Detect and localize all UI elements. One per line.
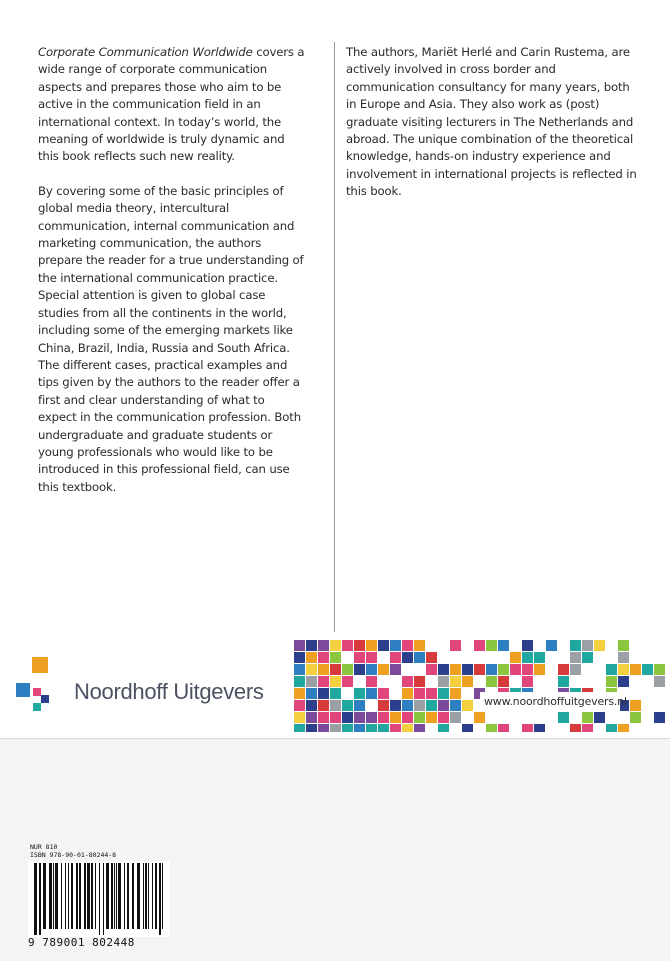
pixel-block — [330, 640, 341, 651]
pixel-block — [294, 724, 305, 732]
pixel-block — [438, 712, 449, 723]
barcode-bar — [79, 863, 81, 929]
pixel-block — [618, 640, 629, 651]
pixel-block — [318, 640, 329, 651]
pixel-block — [390, 652, 401, 663]
pixel-block — [414, 652, 425, 663]
pixel-block — [306, 712, 317, 723]
pixel-block — [426, 664, 437, 675]
barcode-bar — [65, 863, 66, 929]
pixel-block — [366, 712, 377, 723]
barcode-bar — [43, 863, 46, 929]
pixel-block — [606, 676, 617, 687]
pixel-block — [294, 652, 305, 663]
pixel-block — [522, 652, 533, 663]
pixel-block — [366, 688, 377, 699]
pixel-block — [522, 664, 533, 675]
barcode-bar — [111, 863, 113, 929]
pixel-block — [390, 724, 401, 732]
pixel-block — [306, 700, 317, 711]
pixel-block — [534, 652, 545, 663]
pixel-block — [306, 652, 317, 663]
pixel-block — [438, 664, 449, 675]
pixel-block — [366, 676, 377, 687]
pixel-block — [414, 712, 425, 723]
pixel-block — [654, 712, 665, 723]
pixel-block — [618, 724, 629, 732]
intro-text: covers a wide range of corporate communication aspects and prepares those who aim to be active in the communication field in an international context. In today’s world, the meaning of worldwide is truly dynamic and this book reflects such new reality. — [38, 45, 305, 164]
pixel-block — [414, 640, 425, 651]
pixel-block — [534, 664, 545, 675]
pixel-block — [366, 664, 377, 675]
pixel-block — [594, 712, 605, 723]
barcode-bar — [155, 863, 157, 929]
pixel-block — [630, 712, 641, 723]
pixel-block — [306, 664, 317, 675]
barcode-bar — [53, 863, 54, 929]
barcode-labels — [30, 843, 116, 859]
pixel-block — [486, 676, 497, 687]
pixel-block — [354, 712, 365, 723]
barcode-bar — [124, 863, 125, 929]
pixel-block — [378, 640, 389, 651]
barcode-bar — [114, 863, 115, 929]
pixel-block — [498, 640, 509, 651]
barcode-bar — [116, 863, 117, 929]
pixel-block — [654, 676, 665, 687]
pixel-block — [426, 712, 437, 723]
pixel-block — [306, 688, 317, 699]
pixel-block — [522, 724, 533, 732]
pixel-block — [426, 700, 437, 711]
pixel-block — [318, 652, 329, 663]
pixel-block — [294, 700, 305, 711]
pixel-block — [366, 724, 377, 732]
pixel-block — [486, 640, 497, 651]
pixel-block — [342, 640, 353, 651]
pixel-block — [318, 712, 329, 723]
barcode-bar — [84, 863, 86, 929]
barcode-bar — [148, 863, 149, 929]
pixel-block — [570, 652, 581, 663]
pixel-block — [570, 664, 581, 675]
barcode-bar — [49, 863, 52, 929]
pixel-block — [618, 664, 629, 675]
barcode-bar — [68, 863, 69, 929]
pixel-block — [294, 664, 305, 675]
pixel-block — [618, 652, 629, 663]
intro-paragraph — [38, 44, 306, 166]
pixel-block — [294, 712, 305, 723]
pixel-block — [438, 676, 449, 687]
pixel-block — [318, 664, 329, 675]
pixel-block — [354, 700, 365, 711]
barcode-bar — [55, 863, 58, 929]
pixel-block — [642, 664, 653, 675]
pixel-block — [390, 700, 401, 711]
pixel-block — [450, 700, 461, 711]
pixel-block — [354, 652, 365, 663]
nur-code: NUR 810 — [30, 843, 58, 851]
pixel-block — [390, 640, 401, 651]
pixel-block — [582, 640, 593, 651]
pixel-block — [582, 652, 593, 663]
barcode-digits: 9 789001 802448 — [28, 936, 135, 949]
pixel-block — [462, 676, 473, 687]
pixel-block — [462, 664, 473, 675]
pixel-block — [414, 700, 425, 711]
pixel-block — [402, 724, 413, 732]
pixel-block — [582, 724, 593, 732]
barcode-bar — [159, 863, 161, 935]
pixel-block — [366, 652, 377, 663]
pixel-block — [378, 688, 389, 699]
pixel-block — [318, 700, 329, 711]
pixel-block — [474, 712, 485, 723]
pixel-block — [330, 700, 341, 711]
barcode-bar — [127, 863, 129, 929]
barcode-bar — [103, 863, 104, 935]
pixel-block — [450, 712, 461, 723]
pixel-block — [366, 640, 377, 651]
pixel-block — [402, 712, 413, 723]
pixel-block — [498, 676, 509, 687]
pixel-block — [630, 664, 641, 675]
pixel-block — [474, 664, 485, 675]
isbn-code: ISBN 978-90-01-80244-8 — [30, 851, 117, 859]
pixel-block — [450, 640, 461, 651]
pixel-block — [390, 712, 401, 723]
pixel-block — [450, 664, 461, 675]
pixel-block — [558, 676, 569, 687]
pixel-block — [450, 688, 461, 699]
pixel-block — [318, 676, 329, 687]
barcode-bar — [61, 863, 62, 929]
barcode-bar — [162, 863, 163, 929]
pixel-block — [330, 688, 341, 699]
pixel-block — [594, 640, 605, 651]
pixel-block — [378, 664, 389, 675]
pixel-block — [414, 676, 425, 687]
pixel-block — [654, 664, 665, 675]
pixel-block — [426, 688, 437, 699]
content-paragraph: By covering some of the basic principles of global media theory, intercultural communication, internal communication and marketing communication, the authors prepare the reader for a true understanding of the international communication practice. Special attention is given to global case studies from all the continents in the world, including some of the emerging markets like China, Brazil, India, Russia and South Africa. The different cases, practical examples and tips given by the authors to the reader offer a first and clear understanding of what to expect in the communication profession. Both undergraduate and graduate students or young professionals who would like to be introduced in this professional field, can use this textbook. — [38, 183, 304, 494]
pixel-block — [342, 676, 353, 687]
barcode-bar — [143, 863, 144, 929]
barcode-bar — [99, 863, 100, 935]
pixel-block — [486, 664, 497, 675]
authors-paragraph: The authors, Mariët Herlé and Carin Rustema, are actively involved in cross border and communication consultancy for many years, both in Europe and Asia. They also work as (post) graduate visiting lecturers in The Netherlands and abroad. The unique combination of the theoretical knowledge, hands-on industry experience and involvement in international projects is reflected in this book. — [346, 45, 637, 199]
pixel-block — [486, 724, 497, 732]
pixel-block — [306, 676, 317, 687]
pixel-block — [438, 724, 449, 732]
barcode-bar — [71, 863, 73, 929]
pixel-block — [522, 640, 533, 651]
barcode-bar — [87, 863, 90, 929]
barcode-bar — [34, 863, 37, 935]
pixel-block — [330, 676, 341, 687]
barcode-bar — [106, 863, 109, 929]
decorative-pixel-pattern — [294, 640, 670, 732]
pixel-block — [558, 664, 569, 675]
pixel-block — [402, 640, 413, 651]
publisher-website[interactable]: www.noordhoffuitgevers.nl — [484, 695, 627, 708]
pixel-block — [378, 724, 389, 732]
barcode-bar — [118, 863, 121, 929]
pixel-block — [534, 724, 545, 732]
pixel-block — [414, 724, 425, 732]
pixel-block — [330, 664, 341, 675]
pixel-block — [474, 640, 485, 651]
pixel-block — [546, 640, 557, 651]
description-column — [38, 44, 306, 513]
pixel-block — [342, 664, 353, 675]
pixel-block — [294, 688, 305, 699]
pixel-block — [438, 700, 449, 711]
pixel-block — [354, 688, 365, 699]
pixel-block — [402, 700, 413, 711]
pixel-block — [606, 664, 617, 675]
pixel-block — [354, 640, 365, 651]
pixel-block — [558, 712, 569, 723]
pixel-block — [306, 640, 317, 651]
pixel-block — [570, 640, 581, 651]
pixel-block — [462, 724, 473, 732]
barcode-bar — [152, 863, 153, 929]
pixel-block — [462, 700, 473, 711]
pixel-block — [342, 712, 353, 723]
pixel-block — [330, 652, 341, 663]
pixel-block — [342, 724, 353, 732]
pixel-block — [582, 712, 593, 723]
pixel-block — [378, 700, 389, 711]
pixel-block — [402, 652, 413, 663]
pixel-block — [630, 700, 641, 711]
pixel-block — [450, 676, 461, 687]
pixel-block — [570, 724, 581, 732]
pixel-block — [402, 688, 413, 699]
pixel-block — [354, 664, 365, 675]
barcode-bar — [39, 863, 41, 935]
pixel-block — [294, 676, 305, 687]
barcode-bar — [95, 863, 96, 929]
pixel-block — [294, 640, 305, 651]
pixel-block — [318, 688, 329, 699]
pixel-block — [498, 724, 509, 732]
pixel-block — [318, 724, 329, 732]
pixel-block — [438, 688, 449, 699]
pixel-block — [498, 664, 509, 675]
barcode-bar — [137, 863, 140, 929]
pixel-block — [414, 688, 425, 699]
pixel-block — [378, 712, 389, 723]
pixel-block — [510, 664, 521, 675]
pixel-block — [618, 676, 629, 687]
pixel-block — [510, 652, 521, 663]
pixel-block — [390, 664, 401, 675]
column-divider — [334, 42, 335, 632]
pixel-block — [342, 700, 353, 711]
barcode-icon — [32, 863, 166, 935]
publisher-name: Noordhoff Uitgevers — [74, 679, 264, 704]
book-title: Corporate Communication Worldwide — [38, 45, 253, 59]
barcode-bar — [76, 863, 78, 929]
pixel-blocks-logo-icon — [16, 657, 66, 717]
pixel-block — [354, 724, 365, 732]
pixel-block — [606, 724, 617, 732]
pixel-block — [402, 676, 413, 687]
pixel-block — [306, 724, 317, 732]
pixel-block — [330, 724, 341, 732]
authors-column — [346, 44, 638, 218]
pixel-block — [522, 676, 533, 687]
pixel-block — [330, 712, 341, 723]
barcode-bar — [91, 863, 93, 929]
barcode-bar — [132, 863, 134, 929]
pixel-block — [426, 652, 437, 663]
barcode-bar — [145, 863, 147, 929]
